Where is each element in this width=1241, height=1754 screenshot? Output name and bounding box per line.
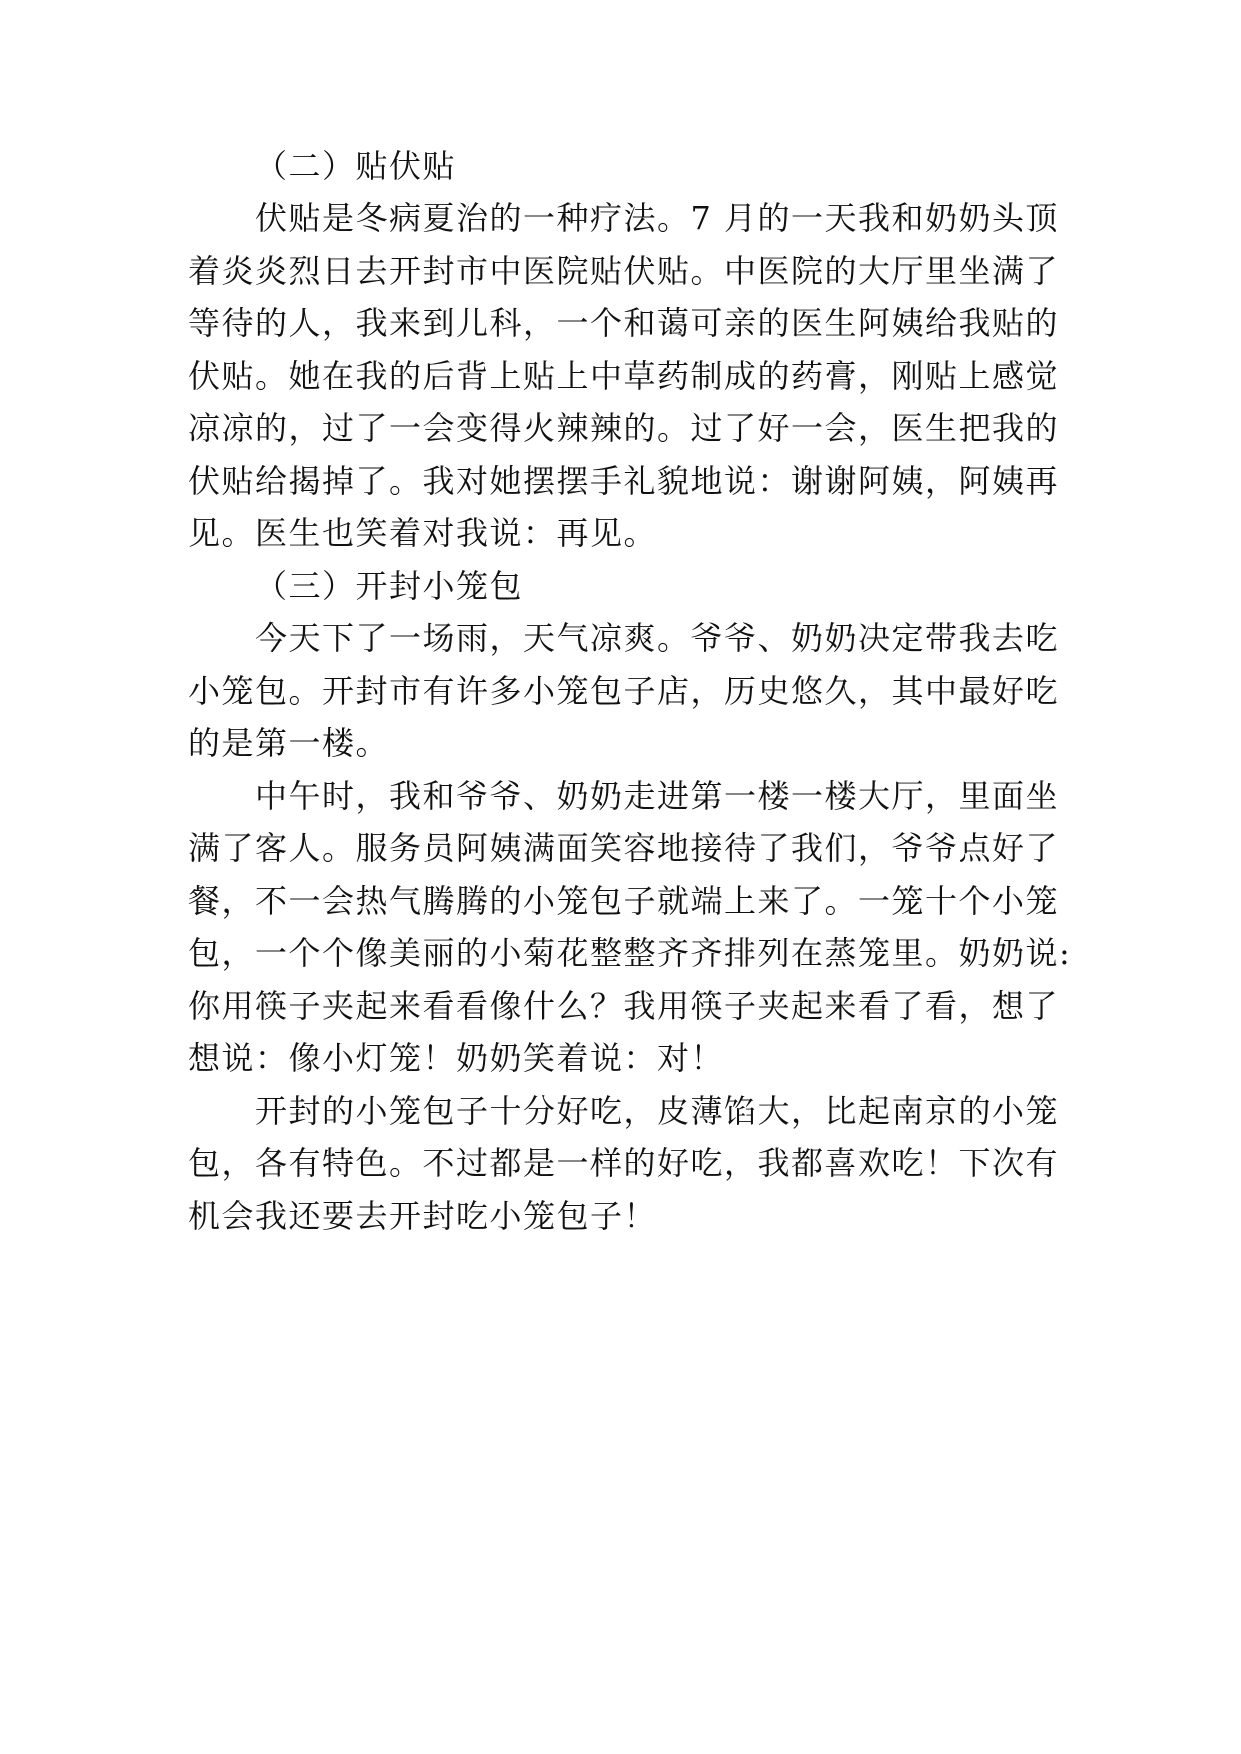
paragraph-line: 包，一个个像美丽的小菊花整整齐齐排列在蒸笼里。奶奶说:: [188, 934, 1072, 972]
paragraph-line: 餐，不一会热气腾腾的小笼包子就端上来了。一笼十个小笼: [188, 882, 1060, 920]
paragraph-line: 机会我还要去开封吃小笼包子！: [188, 1197, 658, 1235]
paragraph-line: 伏贴。她在我的后背上贴上中草药制成的药膏，刚贴上感觉: [188, 357, 1060, 395]
paragraph-line: 想说：像小灯笼！奶奶笑着说：对！: [188, 1039, 725, 1077]
section-heading-3: （三）开封小笼包: [255, 567, 524, 605]
paragraph-line: 的是第一楼。: [188, 724, 390, 762]
paragraph-line: 凉凉的，过了一会变得火辣辣的。过了好一会，医生把我的: [188, 409, 1060, 447]
paragraph-line: 中午时，我和爷爷、奶奶走进第一楼一楼大厅，里面坐: [255, 777, 1060, 815]
paragraph-line: 小笼包。开封市有许多小笼包子店，历史悠久，其中最好吃: [188, 672, 1060, 710]
paragraph-line: 包，各有特色。不过都是一样的好吃，我都喜欢吃！下次有: [188, 1144, 1060, 1182]
paragraph-line: 伏贴给揭掉了。我对她摆摆手礼貌地说：谢谢阿姨，阿姨再: [188, 462, 1060, 500]
paragraph-line: 今天下了一场雨，天气凉爽。爷爷、奶奶决定带我去吃: [255, 619, 1060, 657]
section-heading-2: （二）贴伏贴: [255, 147, 457, 185]
paragraph-line: 满了客人。服务员阿姨满面笑容地接待了我们，爷爷点好了: [188, 829, 1060, 867]
paragraph-line: 你用筷子夹起来看看像什么？我用筷子夹起来看了看，想了: [188, 987, 1060, 1025]
paragraph-line: 伏贴是冬病夏治的一种疗法。7 月的一天我和奶奶头顶: [255, 199, 1060, 237]
paragraph-line: 着炎炎烈日去开封市中医院贴伏贴。中医院的大厅里坐满了: [188, 252, 1060, 290]
paragraph-line: 开封的小笼包子十分好吃，皮薄馅大，比起南京的小笼: [255, 1092, 1060, 1130]
paragraph-line: 等待的人，我来到儿科，一个和蔼可亲的医生阿姨给我贴的: [188, 304, 1060, 342]
paragraph-line: 见。医生也笑着对我说：再见。: [188, 514, 658, 552]
